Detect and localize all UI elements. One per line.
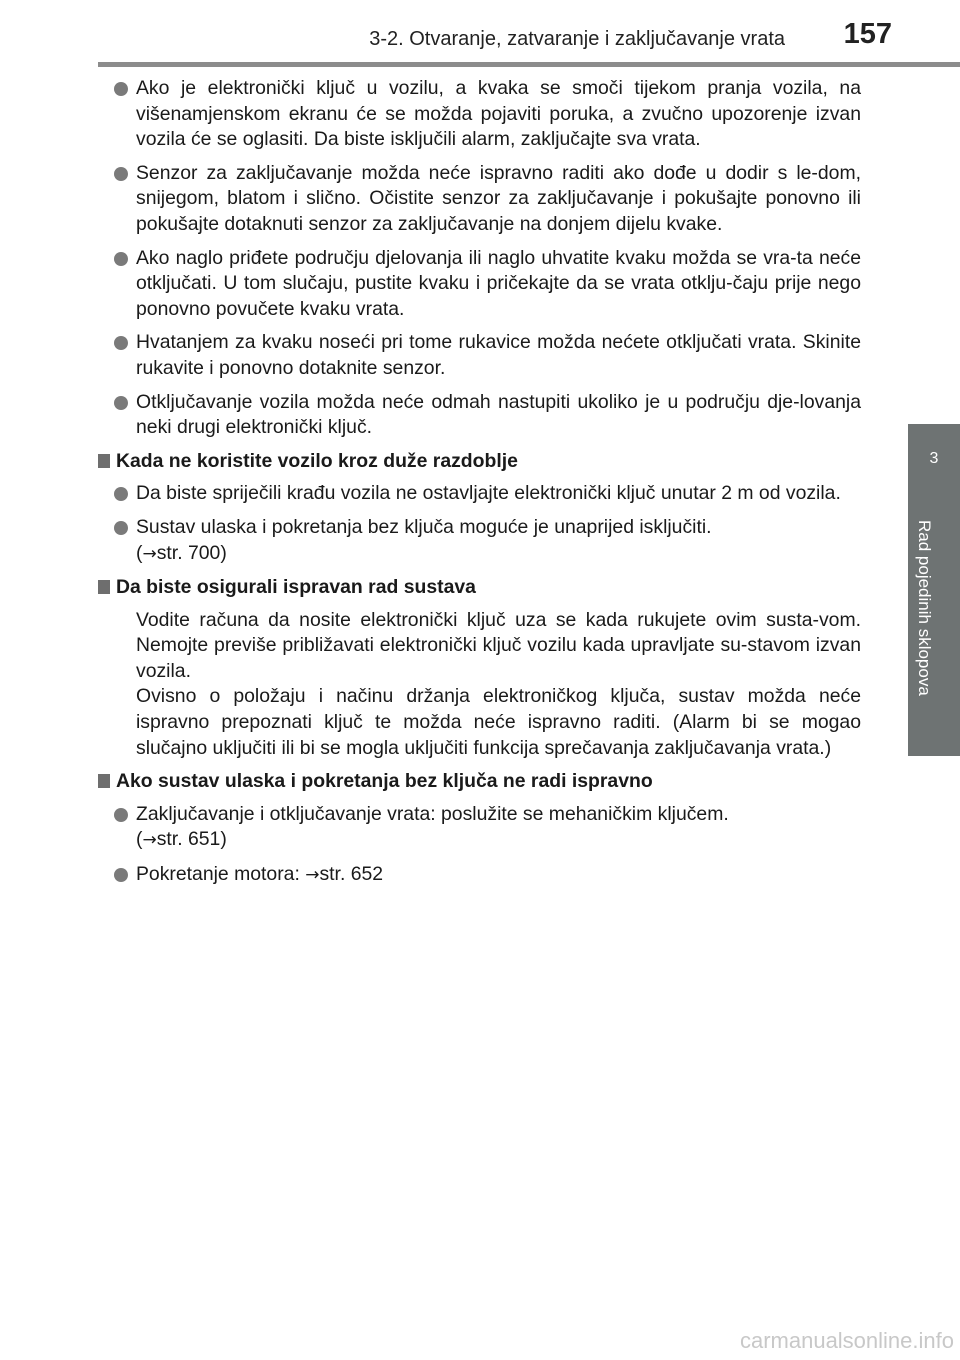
- page-reference[interactable]: str. 651): [156, 828, 227, 851]
- page-reference[interactable]: str. 652: [319, 863, 384, 886]
- bullet-dot: [114, 487, 128, 501]
- list-item: [98, 246, 861, 323]
- square-bullet-icon: [98, 454, 110, 468]
- side-tab-number: 3: [929, 450, 939, 467]
- list-item-text: Sustav ulaska i pokretanja bez ključa moguće je unaprijed isključiti.: [136, 515, 712, 538]
- list-item: [98, 390, 861, 441]
- list-item-text: Hvatanjem za kvaku noseći pri tome rukavice možda nećete otključati vrata. Skinite rukavite i ponovno dotaknite senzor.: [136, 331, 861, 379]
- list-item-text: Otključavanje vozila možda neće odmah nastupiti ukoliko je u području dje-lovanja neki drugi elektronički ključ.: [136, 390, 861, 439]
- list-item-text: Pokretanje motora:: [136, 863, 306, 886]
- arrow-icon: →: [305, 865, 320, 886]
- bullet-dot: [114, 336, 128, 350]
- bullet-dot: [114, 396, 128, 410]
- paragraph: Ovisno o položaju i načinu držanja elektroničkog ključa, sustav možda neće ispravno prepoznati ključ te možda neće ispravno raditi. (Alarm bi se mogao slučajno uključiti ili bi se mogla uključiti funkcija sprečavanja zaključavanja vrata.): [136, 685, 861, 759]
- arrow-icon: →: [142, 543, 157, 564]
- bullet-dot: [114, 82, 128, 96]
- bullet-dot: [114, 868, 128, 882]
- list-item-text: Ako naglo priđete području djelovanja ili naglo uhvatite kvaku možda se vra-ta neće otključati. U tom slučaju, pustite kvaku i pričekajte da se vrata otklju-čaju prije nego ponovno povučete kvaku vrata.: [136, 246, 861, 320]
- square-bullet-icon: [98, 580, 110, 594]
- section-heading: [98, 769, 861, 795]
- section-heading-text: Kada ne koristite vozilo kroz duže razdoblje: [116, 449, 518, 472]
- page-content: [98, 76, 861, 897]
- bullet-dot: [114, 521, 128, 535]
- arrow-icon: →: [142, 830, 157, 851]
- section-heading: [98, 575, 861, 601]
- list-item: [98, 515, 861, 567]
- side-tab-label: Rad pojedinih sklopova: [915, 520, 934, 696]
- page-reference-open: (: [136, 828, 143, 851]
- section-heading-text: Da biste osigurali ispravan rad sustava: [116, 576, 476, 599]
- list-item: [98, 76, 861, 153]
- list-item-text: Zaključavanje i otključavanje vrata: poslužite se mehaničkim ključem.: [136, 802, 729, 825]
- list-item: [98, 161, 861, 238]
- page-number: 157: [843, 18, 892, 50]
- section-body: [98, 608, 861, 762]
- bullet-dot: [114, 252, 128, 266]
- chapter-side-tab: [908, 424, 960, 756]
- bullet-dot: [114, 808, 128, 822]
- list-item-text: Senzor za zaključavanje možda neće ispravno raditi ako dođe u dodir s le-dom, snijegom, blatom i slično. Očistite senzor za zaključavanje i pokušajte ponovno ili pokušajte dotaknuti senzor za zaključavanje na donjem dijelu kvake.: [136, 161, 861, 235]
- page-reference-open: (: [136, 541, 143, 564]
- square-bullet-icon: [98, 774, 110, 788]
- chapter-title: 3-2. Otvaranje, zatvaranje i zaključavanje vrata: [369, 28, 785, 50]
- list-item-text: Da biste spriječili krađu vozila ne ostavljajte elektronički ključ unutar 2 m od vozila.: [136, 482, 841, 505]
- page-reference[interactable]: str. 700): [156, 541, 227, 564]
- watermark: carmanualsonline.info: [739, 1328, 954, 1353]
- list-item-text: Ako je elektronički ključ u vozilu, a kvaka se smoči tijekom pranja vozila, na višenamjenskom ekranu će se možda pojaviti poruka, a zvučno upozorenje izvan vozila će se oglasiti. Da biste isključili alarm, zaključajte sva vrata.: [136, 77, 861, 151]
- section-heading-text: Ako sustav ulaska i pokretanja bez ključa ne radi ispravno: [116, 770, 653, 793]
- list-item: [98, 481, 861, 507]
- bullet-dot: [114, 167, 128, 181]
- list-item: [98, 802, 861, 854]
- section-heading: [98, 449, 861, 475]
- paragraph: Vodite računa da nosite elektronički ključ uza se kada rukujete ovim susta-vom. Nemojte previše približavati elektronički ključ vozilu kada upravljate su-stavom izvan vozila.: [136, 608, 861, 682]
- header-rule: [98, 62, 960, 67]
- list-item: [98, 330, 861, 381]
- list-item: [98, 862, 861, 889]
